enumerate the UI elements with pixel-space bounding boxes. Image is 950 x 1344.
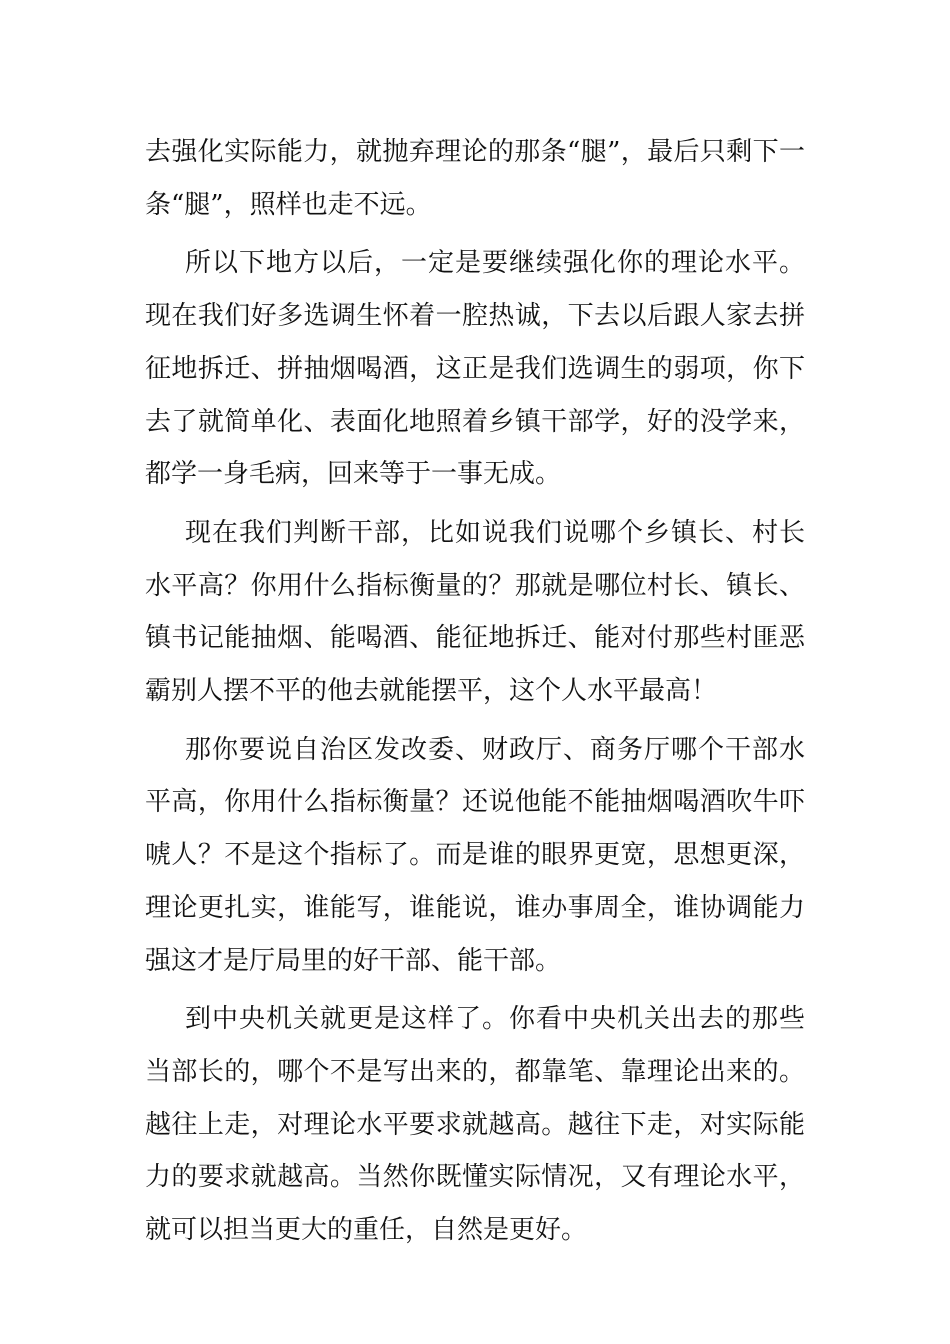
paragraph-4: 那你要说自治区发改委、财政厅、商务厅哪个干部水平高，你用什么指标衡量？还说他能不能抽烟喝酒吹牛吓唬人？不是这个指标了。而是谁的眼界更宽，思想更深，理论更扎实，谁能写，谁能说，谁办事周全，谁协调能力强这才是厅局里的好干部、能干部。 [145, 734, 805, 976]
paragraph-5: 到中央机关就更是这样了。你看中央机关出去的那些当部长的，哪个不是写出来的，都靠笔、靠理论出来的。越往上走，对理论水平要求就越高。越往下走，对实际能力的要求就越高。当然你既懂实际情况，又有理论水平，就可以担当更大的重任，自然是更好。 [145, 1004, 805, 1246]
paragraph-2: 所以下地方以后，一定是要继续强化你的理论水平。现在我们好多选调生怀着一腔热诚，下去以后跟人家去拼征地拆迁、拼抽烟喝酒，这正是我们选调生的弱项，你下去了就简单化、表面化地照着乡镇干部学，好的没学来，都学一身毛病，回来等于一事无成。 [145, 248, 805, 490]
document-body [145, 126, 805, 1263]
paragraph-1: 去强化实际能力，就抛弃理论的那条“腿”，最后只剩下一条“腿”，照样也走不远。 [145, 137, 805, 220]
paragraph-3: 现在我们判断干部，比如说我们说哪个乡镇长、村长水平高？你用什么指标衡量的？那就是哪位村长、镇长、镇书记能抽烟、能喝酒、能征地拆迁、能对付那些村匪恶霸别人摆不平的他去就能摆平，这个人水平最高！ [145, 517, 805, 707]
